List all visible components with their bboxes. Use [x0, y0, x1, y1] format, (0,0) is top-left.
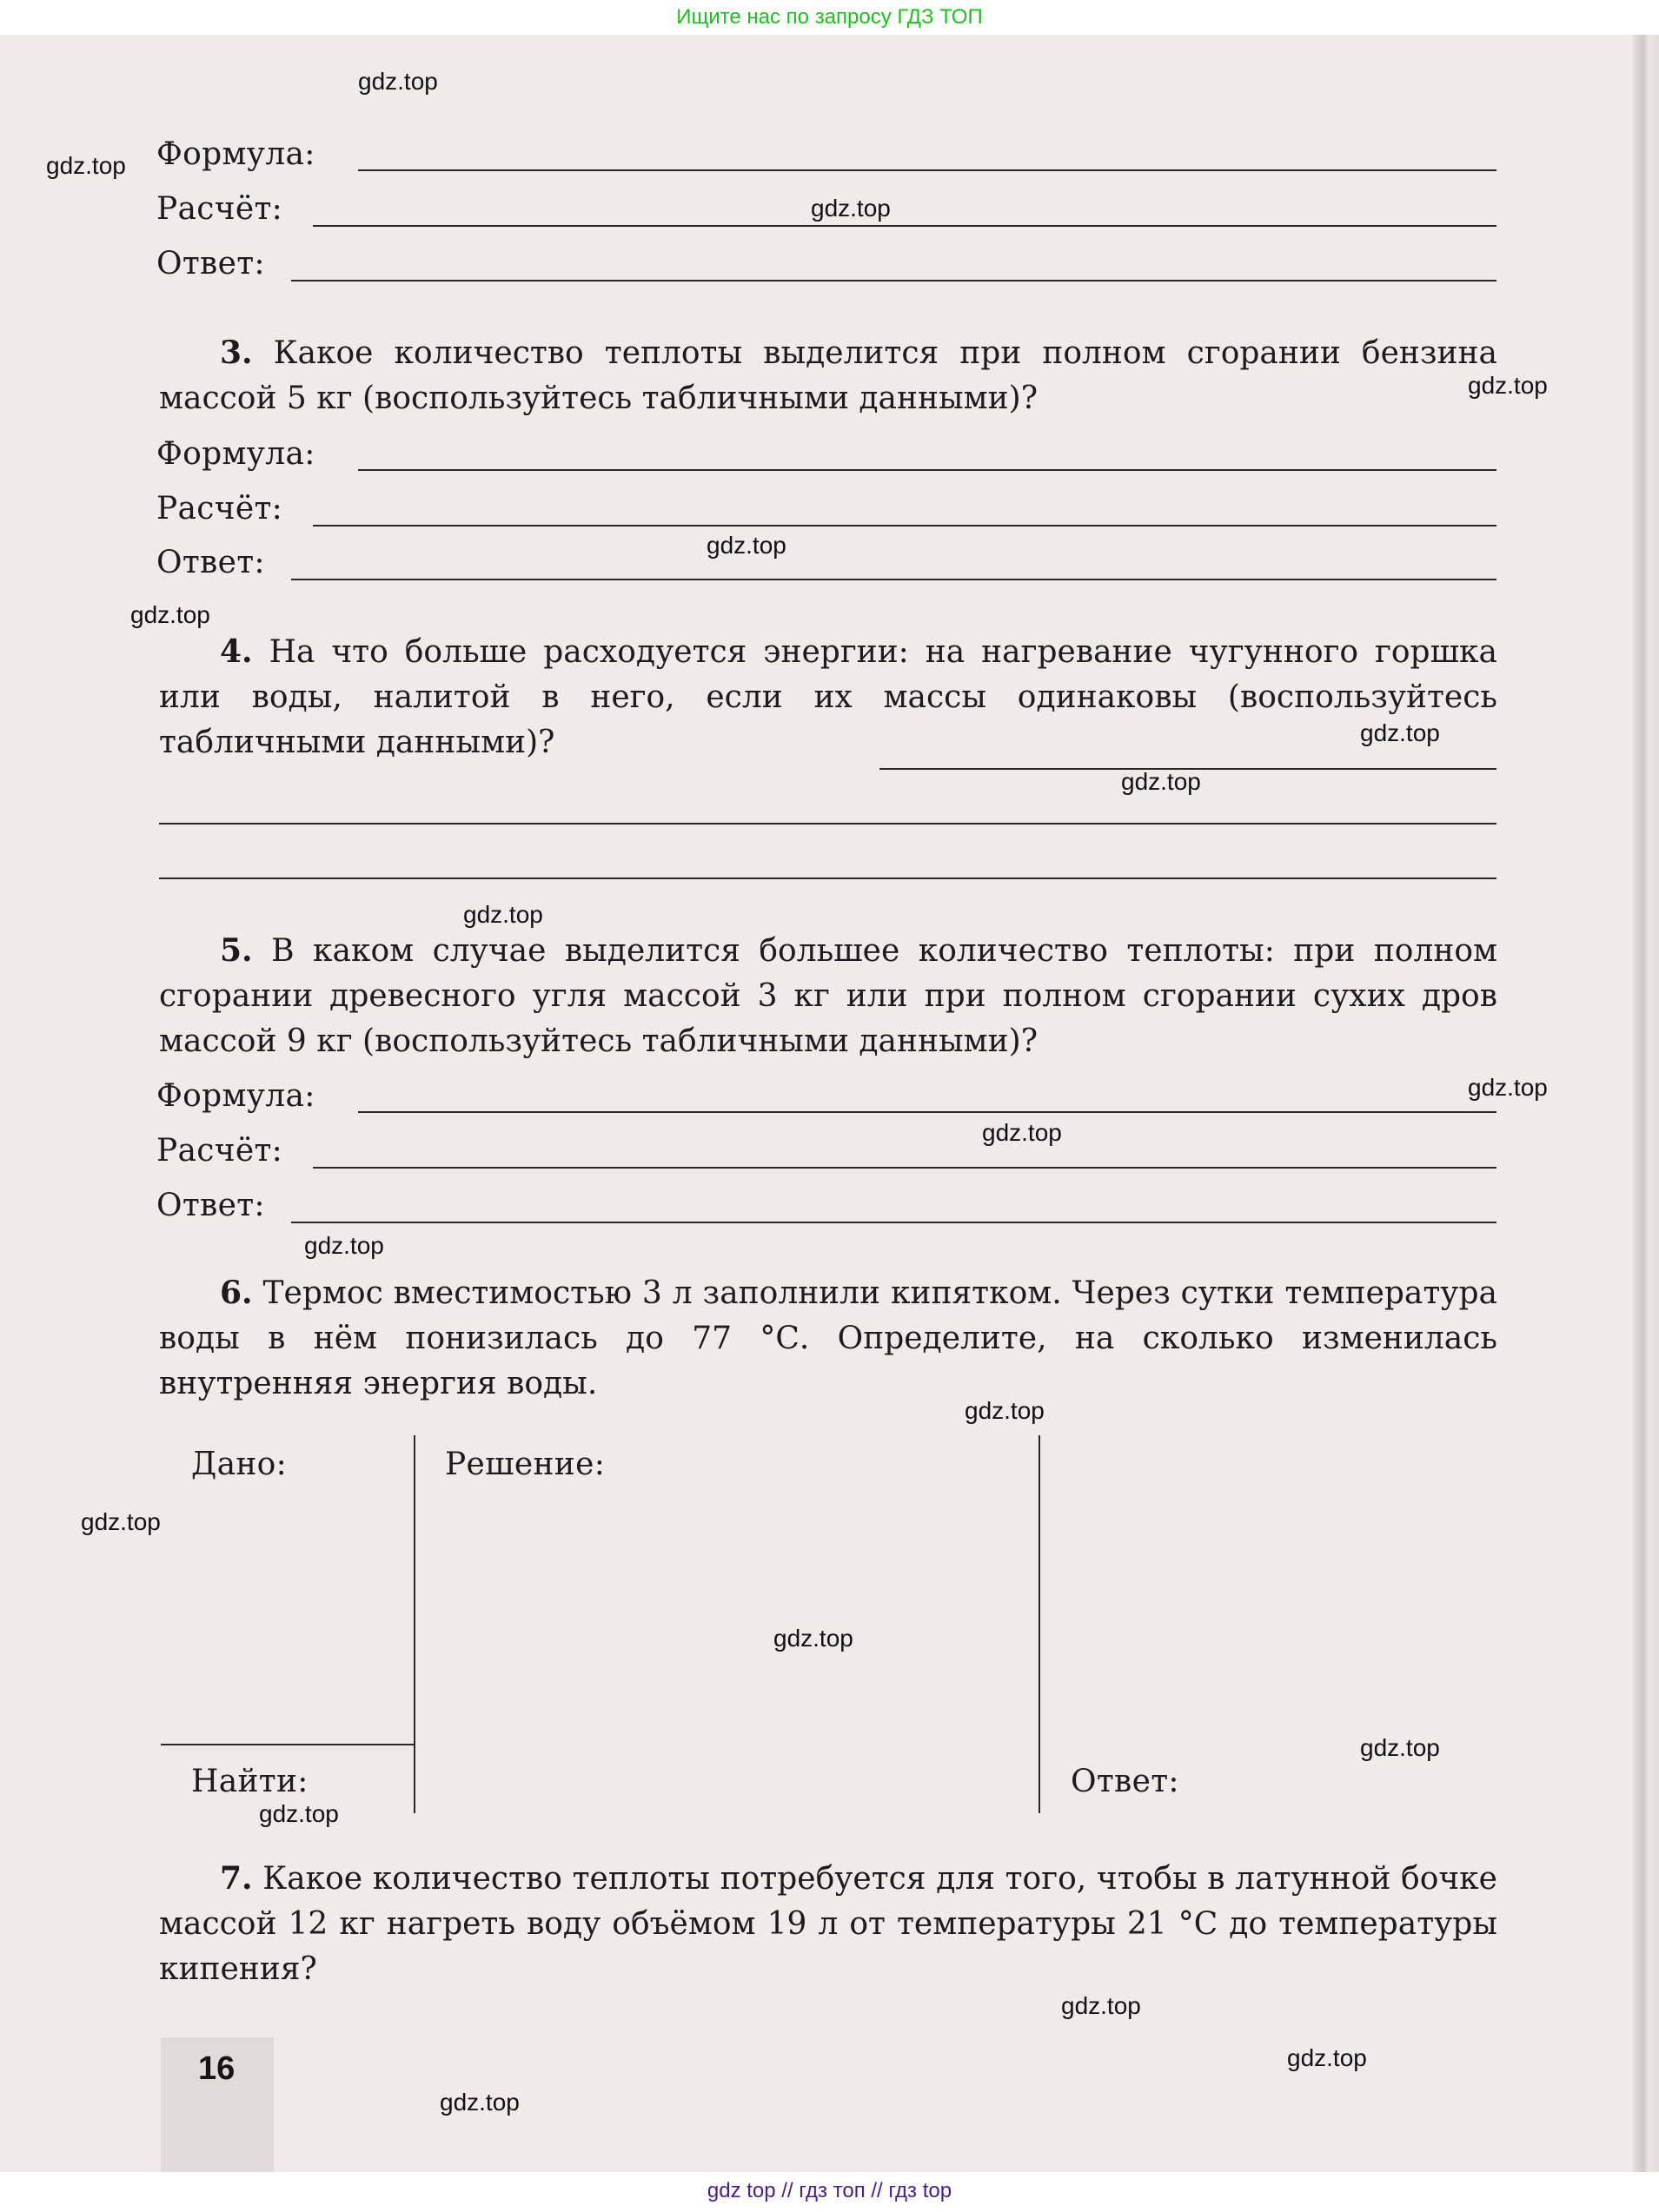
task-7-number: 7.	[220, 1860, 253, 1897]
task-6	[159, 1270, 1497, 1407]
formula-line-5[interactable]	[358, 1111, 1496, 1113]
watermark: gdz.top	[1468, 1074, 1548, 1101]
answer-label-2: Ответ:	[156, 246, 265, 281]
bottom-banner	[0, 2172, 1659, 2212]
watermark: gdz.top	[707, 532, 786, 559]
task-6-text: Термос вместимостью 3 л заполнили кипятком. Через сутки температура воды в нём понизилась до 77 °С. Определите, на сколько изменилась внутренняя энергия воды.	[159, 1275, 1497, 1401]
formula-line-3[interactable]	[358, 469, 1496, 471]
formula-label-5: Формула:	[156, 1078, 315, 1114]
divider-given-solution	[414, 1435, 415, 1813]
given-field[interactable]	[161, 1494, 408, 1738]
solution-label: Решение:	[445, 1447, 606, 1482]
solution-field[interactable]	[421, 1494, 1030, 1807]
answer-label-3: Ответ:	[156, 545, 265, 580]
task-5	[159, 928, 1497, 1064]
watermark: gdz.top	[1061, 1992, 1141, 2019]
watermark: gdz.top	[440, 2089, 520, 2116]
page-edge	[1633, 35, 1659, 2172]
formula-line-2[interactable]	[358, 169, 1496, 171]
watermark: gdz.top	[304, 1232, 384, 1259]
watermark: gdz.top	[1121, 768, 1201, 795]
top-banner-text: Ищите нас по запросу ГДЗ ТОП	[676, 5, 983, 29]
calc-label-3: Расчёт:	[156, 491, 283, 527]
watermark: gdz.top	[463, 901, 543, 928]
watermark: gdz.top	[46, 152, 126, 179]
answer-label-6: Ответ:	[1071, 1764, 1179, 1799]
task-5-text: В каком случае выделится большее количество теплоты: при полном сгорании древесного угля массой 3 кг или при полном сгорании сухих дров массой 9 кг (воспользуйтесь табличными данными)?	[159, 933, 1498, 1059]
watermark: gdz.top	[358, 68, 438, 95]
task-3-text: Какое количество теплоты выделится при полном сгорании бензина массой 5 кг (воспользуйтесь табличными данными)?	[159, 335, 1497, 416]
watermark: gdz.top	[1468, 372, 1548, 399]
watermark: gdz.top	[982, 1119, 1062, 1146]
watermark: gdz.top	[811, 195, 891, 222]
watermark: gdz.top	[81, 1508, 161, 1535]
task-5-number: 5.	[220, 932, 253, 969]
find-label: Найти:	[191, 1764, 309, 1799]
task-4-text: На что больше расходуется энергии: на нагревание чугунного горшка или воды, налитой в него, если их массы одинаковы (воспользуйтесь табличными данными)?	[159, 634, 1497, 760]
watermark: gdz.top	[1360, 1734, 1440, 1761]
formula-label-2: Формула:	[156, 136, 315, 172]
task-7	[159, 1856, 1497, 1992]
calc-label-5: Расчёт:	[156, 1133, 283, 1169]
calc-line-3[interactable]	[313, 525, 1496, 527]
bottom-banner-text: gdz top // гдз топ // гдз top	[707, 2179, 952, 2202]
watermark: gdz.top	[1287, 2044, 1367, 2071]
calc-label-2: Расчёт:	[156, 191, 283, 227]
task-6-number: 6.	[220, 1275, 253, 1311]
task-3	[159, 330, 1497, 421]
watermark: gdz.top	[1360, 719, 1440, 746]
given-find-separator	[161, 1744, 415, 1745]
page-number: 16	[198, 2050, 236, 2087]
watermark: gdz.top	[259, 1800, 339, 1827]
formula-label-3: Формула:	[156, 436, 315, 472]
answer-field-6[interactable]	[1047, 1442, 1490, 1755]
task-7-text: Какое количество теплоты потребуется для того, чтобы в латунной бочке массой 12 кг нагреть воду объёмом 19 л от температуры 21 °С до температуры кипения?	[159, 1861, 1497, 1987]
answer-line-4b[interactable]	[159, 823, 1496, 825]
watermark: gdz.top	[773, 1625, 853, 1652]
answer-line-4c[interactable]	[159, 878, 1496, 879]
answer-line-2[interactable]	[291, 280, 1496, 281]
top-banner	[0, 0, 1659, 35]
calc-line-5[interactable]	[313, 1167, 1496, 1169]
watermark: gdz.top	[130, 601, 210, 628]
task-3-number: 3.	[220, 334, 253, 371]
calc-line-2[interactable]	[313, 225, 1496, 227]
task-4-number: 4.	[220, 633, 253, 670]
answer-line-5[interactable]	[291, 1222, 1496, 1223]
given-label: Дано:	[191, 1447, 288, 1482]
divider-solution-answer	[1039, 1435, 1040, 1813]
task-4	[159, 629, 1497, 765]
answer-label-5: Ответ:	[156, 1188, 265, 1223]
answer-line-3[interactable]	[291, 579, 1496, 580]
watermark: gdz.top	[965, 1397, 1045, 1424]
